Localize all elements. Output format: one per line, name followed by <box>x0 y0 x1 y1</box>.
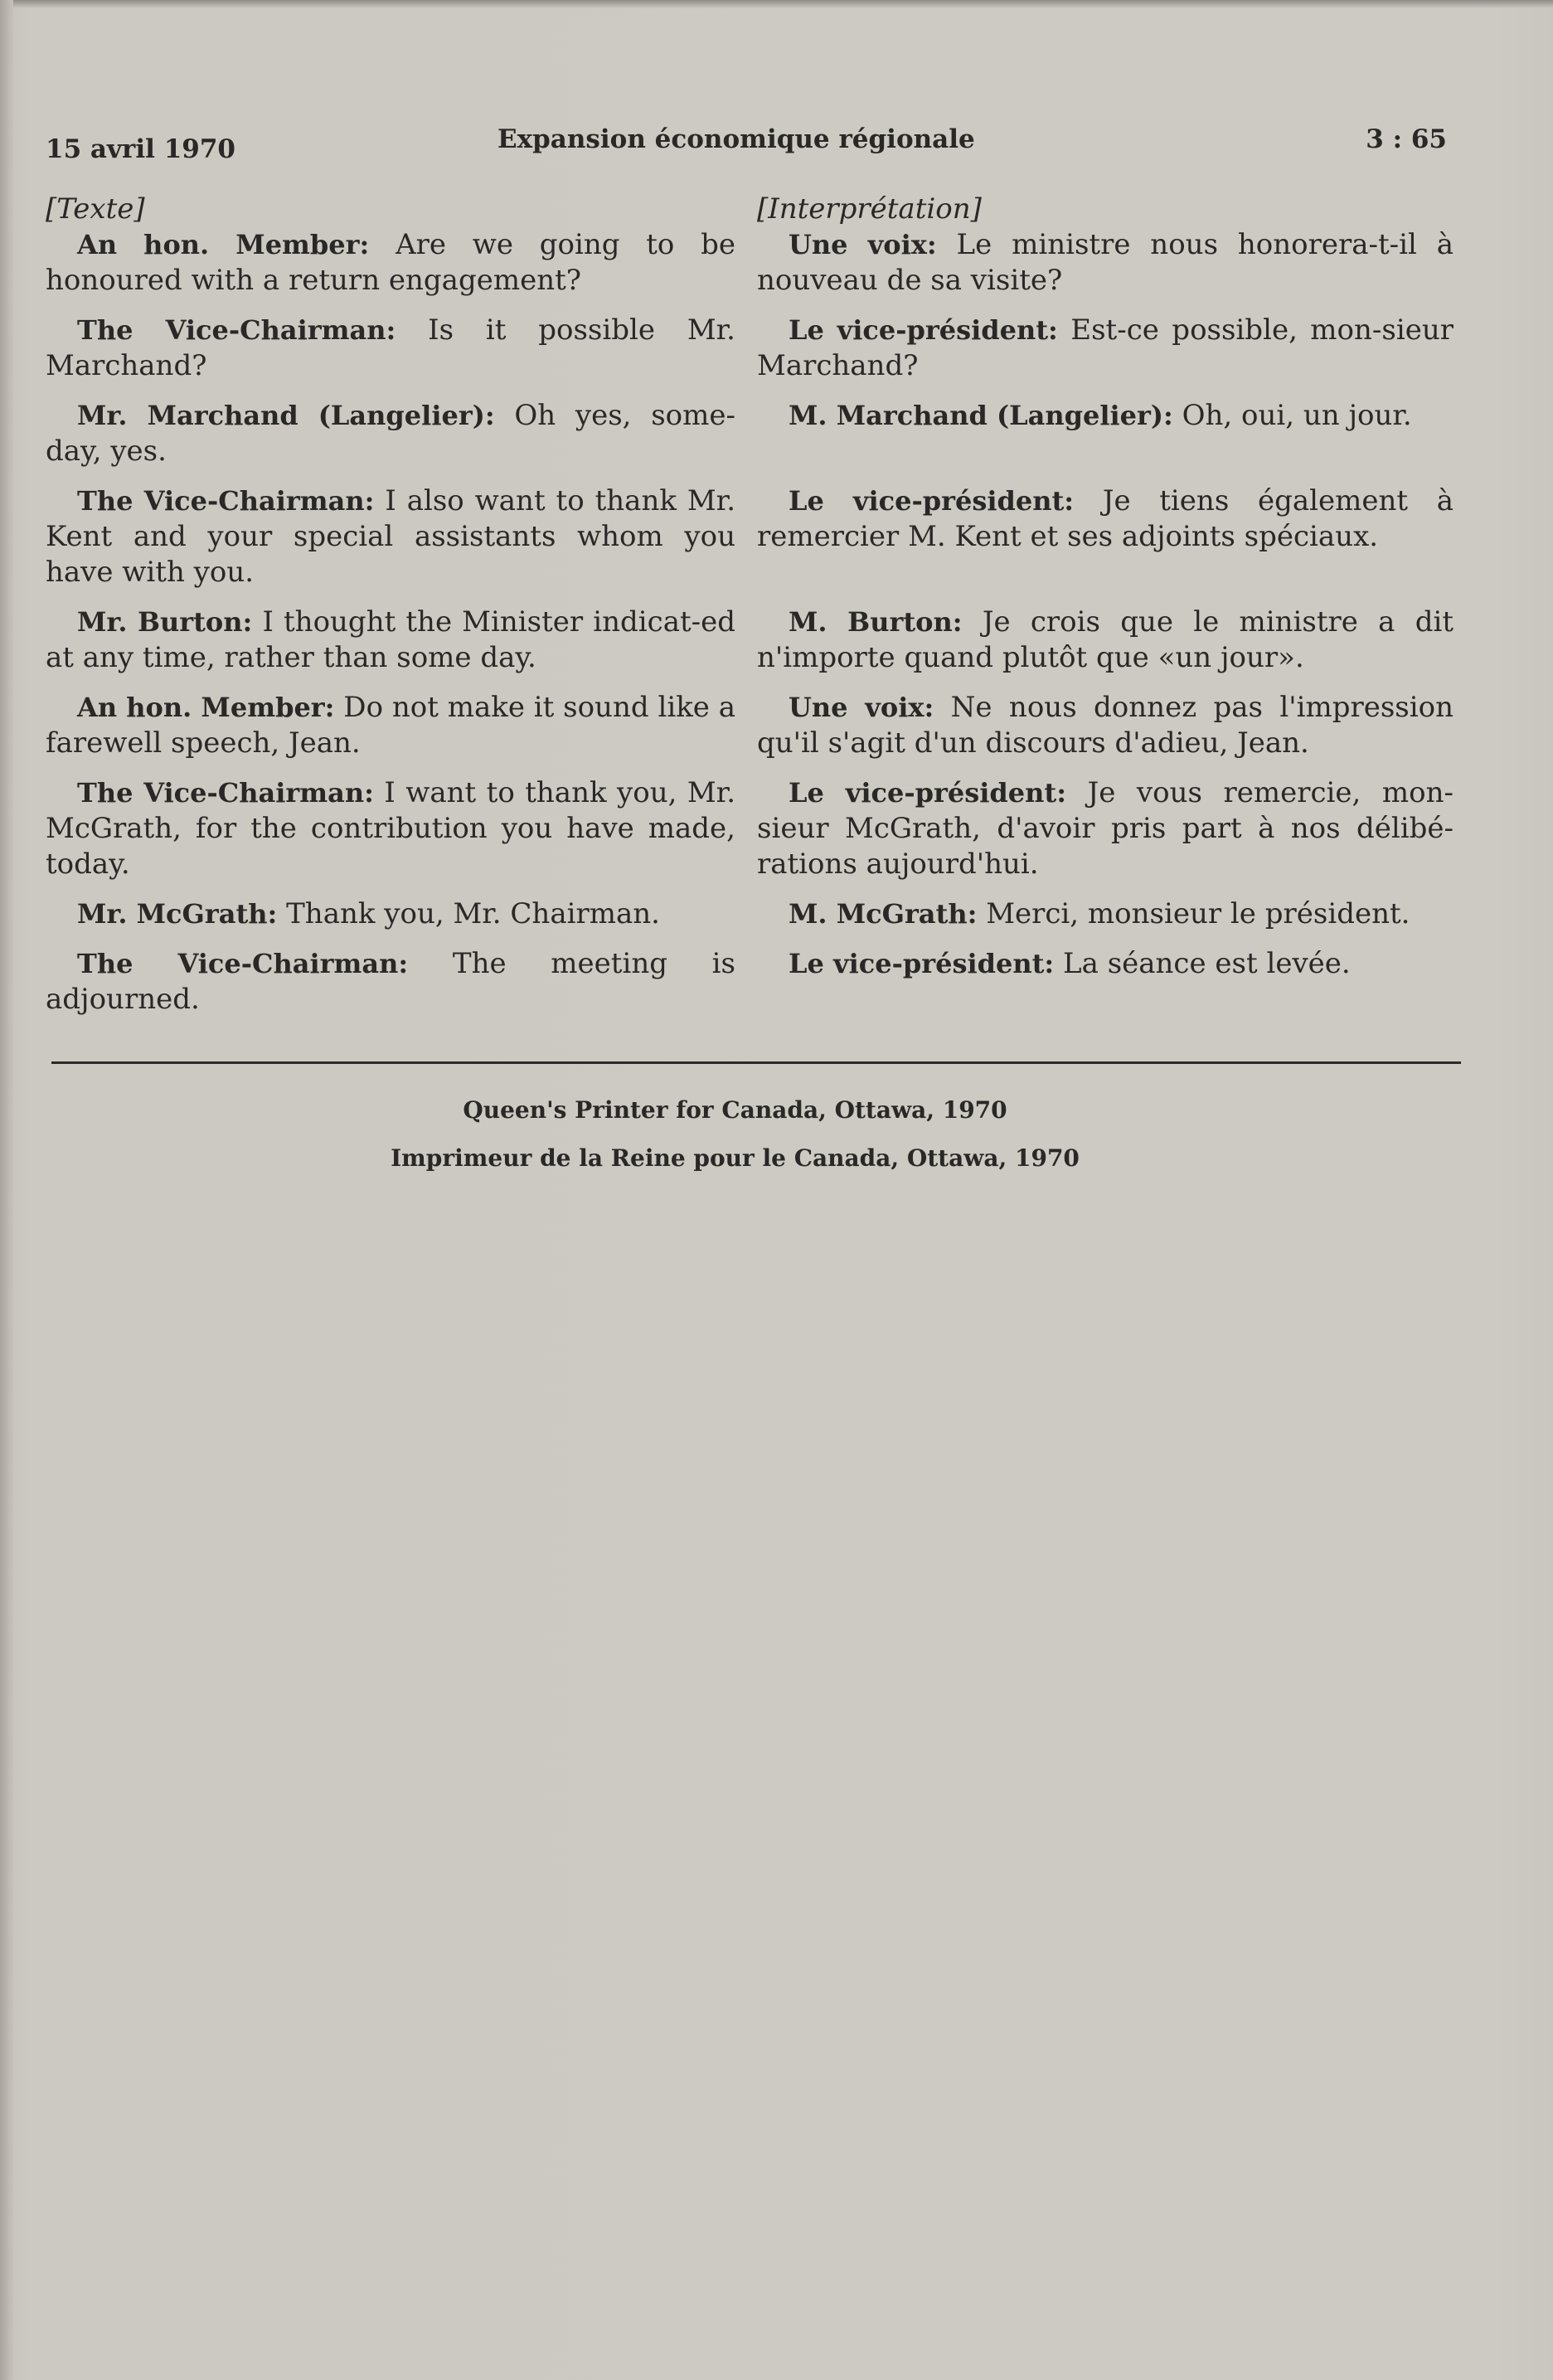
horizontal-rule <box>51 1061 1461 1064</box>
left-paragraph-1 <box>46 227 735 299</box>
right-paragraph-1 <box>757 227 1454 299</box>
speech-text: Je crois que le ministre a dit n'importe quand plutôt que «un jour». <box>757 605 1454 674</box>
left-paragraph-9 <box>46 946 735 1018</box>
speaker-name: Une voix: <box>789 692 934 723</box>
speaker-name: Le vice-président: <box>789 314 1058 346</box>
right-paragraph-2 <box>757 313 1454 384</box>
left-paragraph-4 <box>46 483 735 590</box>
left-paragraph-7 <box>46 775 735 882</box>
speech-text: Je tiens également à remercier M. Kent et ses adjoints spéciaux. <box>757 484 1454 553</box>
left-column-label: [Texte] <box>46 192 145 226</box>
speaker-name: The Vice-Chairman: <box>77 485 375 517</box>
speaker-name: Le vice-président: <box>789 948 1055 979</box>
speech-text: Is it possible Mr. Marchand? <box>46 313 735 382</box>
speaker-name: Le vice-président: <box>789 777 1066 809</box>
speaker-name: M. McGrath: <box>789 898 978 930</box>
speaker-name: An hon. Member: <box>77 229 370 260</box>
speaker-name: The Vice-Chairman: <box>77 948 409 979</box>
speech-text: Oh yes, some-day, yes. <box>46 399 735 468</box>
left-paragraph-3 <box>46 398 735 469</box>
speaker-name: Une voix: <box>789 229 937 260</box>
right-paragraph-6 <box>757 690 1454 761</box>
speech-text: Oh, oui, un jour. <box>1172 399 1412 432</box>
speech-text: I want to thank you, Mr. McGrath, for the contribution you have made, today. <box>46 776 736 881</box>
right-column <box>757 191 1454 982</box>
speaker-name: M. Burton: <box>789 606 963 638</box>
right-paragraph-7 <box>757 775 1454 882</box>
speaker-name: Mr. Marchand (Langelier): <box>77 400 495 431</box>
right-column-label: [Interprétation] <box>757 192 982 226</box>
speaker-name: Mr. Burton: <box>77 606 253 638</box>
speech-text: Merci, monsieur le président. <box>977 897 1410 930</box>
right-paragraph-8 <box>757 896 1454 932</box>
left-paragraph-5 <box>46 605 735 676</box>
speech-text: I thought the Minister indicat-ed at any time, rather than some day. <box>46 605 736 674</box>
footer-imprint-french: Imprimeur de la Reine pour le Canada, Ottawa, 1970 <box>391 1144 1080 1172</box>
left-column <box>46 191 735 1018</box>
right-paragraph-3 <box>757 398 1454 434</box>
speaker-name: An hon. Member: <box>77 692 335 723</box>
speaker-name: Le vice-président: <box>789 485 1075 517</box>
page-left-edge <box>0 0 13 2380</box>
speech-text: Je vous remercie, mon-sieur McGrath, d'avoir pris part à nos délibé-rations aujourd'hui. <box>757 776 1454 881</box>
left-paragraph-8 <box>46 896 735 932</box>
page-header <box>46 124 1447 174</box>
right-paragraph-4 <box>757 483 1454 555</box>
footer-imprint-english: Queen's Printer for Canada, Ottawa, 1970 <box>463 1096 1007 1124</box>
header-date: 15 avril 1970 <box>46 134 235 164</box>
left-paragraph-2 <box>46 313 735 384</box>
speech-text: Le ministre nous honorera-t-il à nouveau de sa visite? <box>757 228 1454 297</box>
speaker-name: Mr. McGrath: <box>77 898 278 930</box>
speech-text: I also want to thank Mr. Kent and your special assistants whom you have with you. <box>46 484 736 589</box>
speech-text: Do not make it sound like a farewell speech, Jean. <box>46 691 736 760</box>
right-paragraph-9 <box>757 946 1454 982</box>
header-title: Expansion économique régionale <box>497 124 975 154</box>
speech-text: La séance est levée. <box>1054 947 1351 980</box>
right-paragraph-5 <box>757 605 1454 676</box>
speech-text: Est-ce possible, mon-sieur Marchand? <box>757 313 1454 382</box>
speaker-name: M. Marchand (Langelier): <box>789 400 1173 431</box>
speech-text: Are we going to be honoured with a return engagement? <box>46 228 736 297</box>
speech-text: Ne nous donnez pas l'impression qu'il s'agit d'un discours d'adieu, Jean. <box>757 691 1454 760</box>
speech-text: Thank you, Mr. Chairman. <box>277 897 660 930</box>
speaker-name: The Vice-Chairman: <box>77 777 374 809</box>
speech-text: The meeting is adjourned. <box>46 947 736 1016</box>
header-page-number: 3 : 65 <box>1366 124 1447 154</box>
left-paragraph-6 <box>46 690 735 761</box>
page-top-edge <box>0 0 1553 8</box>
speaker-name: The Vice-Chairman: <box>77 314 396 346</box>
